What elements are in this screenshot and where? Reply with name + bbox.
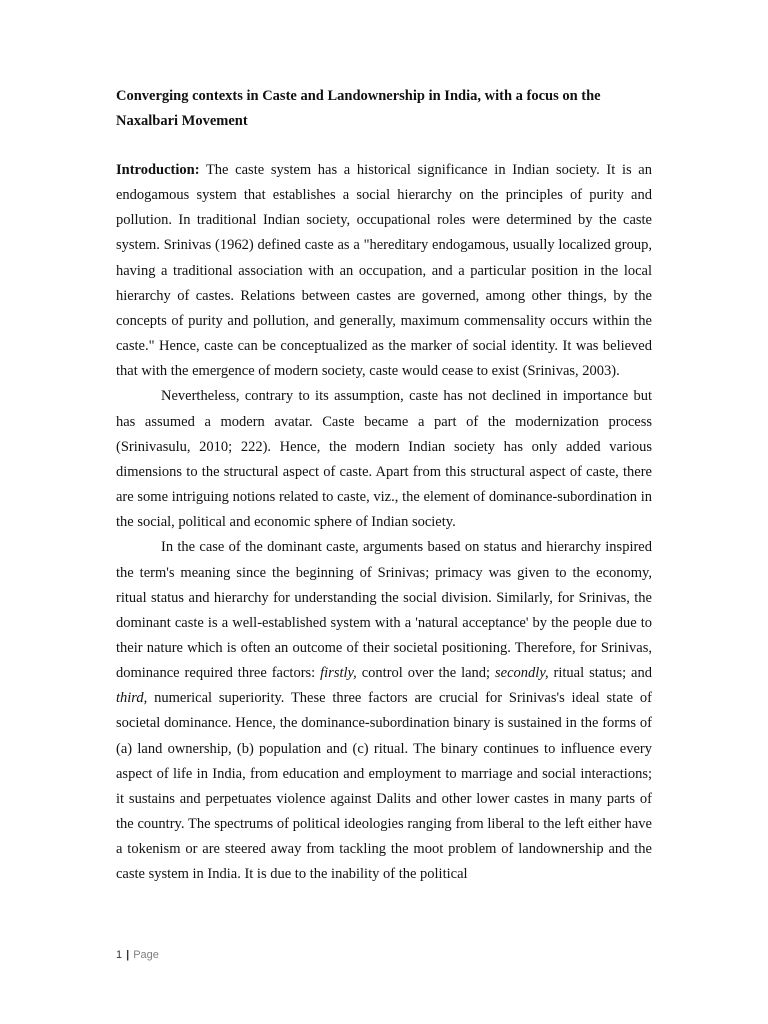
emphasis-firstly: firstly, (320, 665, 357, 682)
paragraph-segment: control over the land; (356, 665, 496, 682)
document-title: Converging contexts in Caste and Landownership in India, with a focus on the Naxalbari Movement (116, 88, 601, 129)
document-body (116, 158, 652, 888)
paragraph-dominant-caste (116, 535, 652, 887)
emphasis-third: third, (116, 690, 148, 707)
paragraph-text: The caste system has a historical significance in Indian society. It is an endogamous system that establishes a social hierarchy on the principles of purity and pollution. In traditional Indian society, occupational roles were determined by the caste system. Srinivas (1962) defined caste as a "hereditary endogamous, usually localized group, having a traditional association with an occupation, and a particular position in the local hierarchy of castes. Relations between castes are governed, among other things, by the concepts of purity and pollution, and generally, maximum commensality occurs within the caste." Hence, caste can be conceptualized as the marker of social identity. It was believed that with the emergence of modern society, caste would cease to exist (Srinivas, 2003). (116, 162, 652, 380)
paragraph-segment: In the case of the dominant caste, arguments based on status and hierarchy inspired the term's meaning since the beginning of Srinivas; primacy was given to the economy, ritual status and hierarchy for understanding the social division. Similarly, for Srinivas, the dominant caste is a well-established system with a 'natural acceptance' by the people due to their nature which is often an outcome of their societal positioning. Therefore, for Srinivas, dominance required three factors: (116, 539, 652, 682)
emphasis-secondly: secondly, (495, 665, 549, 682)
page-label: Page (133, 949, 159, 961)
paragraph-segment: ritual status; and (548, 665, 652, 682)
footer-separator: | (126, 949, 130, 961)
page-footer (116, 949, 159, 961)
paragraph-modern-avatar: Nevertheless, contrary to its assumption, caste has not declined in importance but has assumed a modern avatar. Caste became a part of the modernization process (Srinivasulu, 2010; 222). Hence, the modern Indian society has only added various dimensions to the structural aspect of caste. Apart from this structural aspect of caste, there are some intriguing notions related to caste, viz., the element of dominance-subordination in the social, political and economic sphere of Indian society. (116, 388, 652, 531)
introduction-label: Introduction: (116, 162, 200, 178)
paragraph-segment: numerical superiority. These three factors are crucial for Srinivas's ideal state of societal dominance. Hence, the dominance-subordination binary is sustained in the forms of (a) land ownership, (b) population and (c) ritual. The binary continues to influence every aspect of life in India, from education and employment to marriage and social interactions; it sustains and perpetuates violence against Dalits and other lower castes in many parts of the country. The spectrums of political ideologies ranging from liberal to the left either have a tokenism or are steered away from tackling the moot problem of landownership and the caste system in India. It is due to the inability of the political (116, 690, 652, 883)
page-number: 1 (116, 949, 123, 961)
paragraph-introduction (116, 158, 652, 384)
